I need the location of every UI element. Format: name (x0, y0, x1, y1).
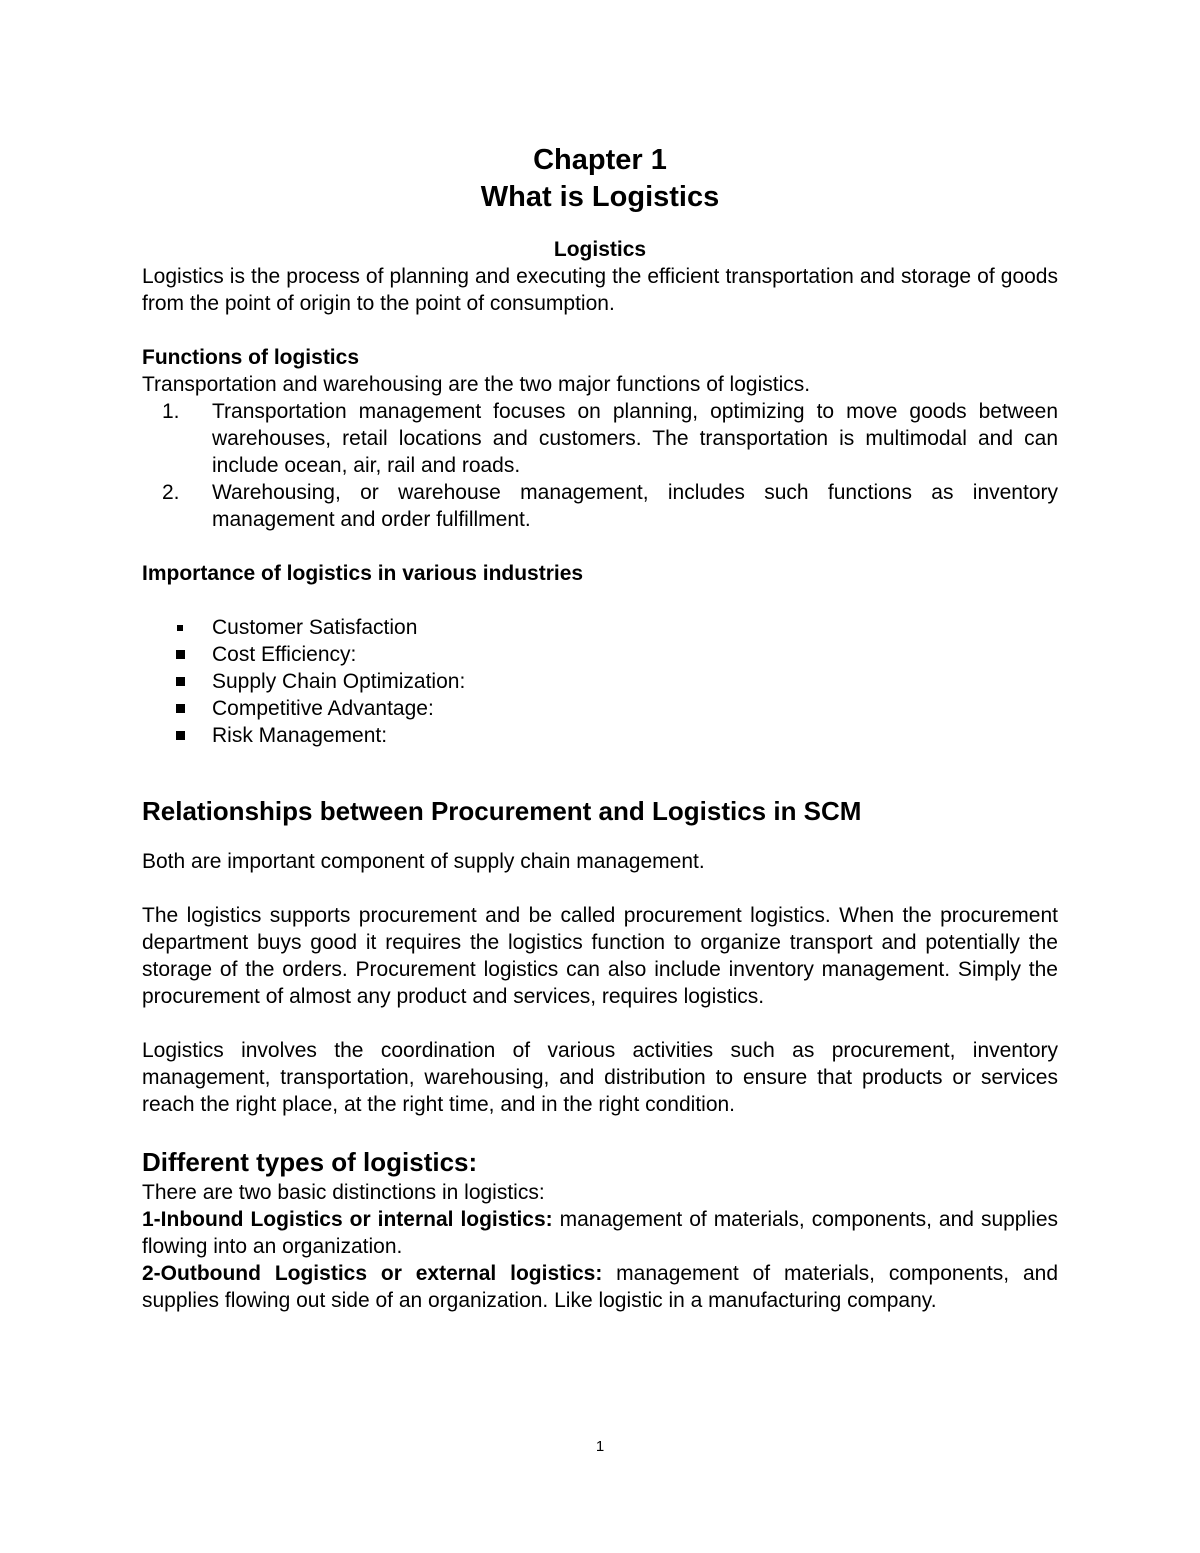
inbound-logistics-paragraph (142, 1206, 1058, 1260)
relationships-paragraph-1: Both are important component of supply chain management. (142, 850, 705, 873)
square-bullet-icon (176, 731, 185, 740)
importance-list-item (142, 668, 1058, 695)
list-item-text: Competitive Advantage: (212, 697, 434, 720)
types-heading: Different types of logistics: (142, 1147, 478, 1177)
types-intro: There are two basic distinctions in logistics: (142, 1181, 545, 1204)
spacer (142, 317, 1058, 344)
importance-heading: Importance of logistics in various industries (142, 562, 584, 585)
page-number: 1 (595, 1438, 605, 1455)
spacer (142, 587, 1058, 614)
spacer (142, 1118, 1058, 1145)
spacer (142, 533, 1058, 560)
chapter-title: What is Logistics (480, 181, 720, 213)
importance-list-item (142, 641, 1058, 668)
list-item-text: Cost Efficiency: (212, 643, 357, 666)
importance-list (142, 614, 1058, 749)
spacer (142, 216, 1058, 236)
list-item-text: Supply Chain Optimization: (212, 670, 466, 693)
inbound-label: 1-Inbound Logistics or internal logistics: (142, 1208, 553, 1231)
square-bullet-icon (177, 625, 183, 631)
functions-list-item (142, 479, 1058, 533)
inbound-text: management of materials, components, and supplies flowing into an organization. (142, 1208, 1058, 1258)
spacer (142, 828, 1058, 848)
importance-list-item (142, 722, 1058, 749)
importance-list-item (142, 614, 1058, 641)
list-item-text: Warehousing, or warehouse management, includes such functions as inventory management and order fulfillment. (212, 481, 1058, 531)
functions-heading: Functions of logistics (142, 346, 360, 369)
spacer (142, 875, 1058, 902)
functions-intro: Transportation and warehousing are the two major functions of logistics. (142, 373, 811, 396)
functions-list-item (142, 398, 1058, 479)
chapter-number: Chapter 1 (533, 144, 667, 176)
functions-list (142, 398, 1058, 533)
logistics-definition: Logistics is the process of planning and executing the efficient transportation and storage of goods from the point of origin to the point of consumption. (142, 265, 1058, 315)
relationships-heading: Relationships between Procurement and Logistics in SCM (142, 796, 862, 826)
outbound-text: management of materials, components, and supplies flowing out side of an organization. Like logistic in a manufacturing company. (142, 1262, 1058, 1312)
outbound-logistics-paragraph (142, 1260, 1058, 1314)
relationships-paragraph-2: The logistics supports procurement and be called procurement logistics. When the procurement department buys good it requires the logistics function to organize transport and potentially the storage of the orders. Procurement logistics can also include inventory management. Simply the procurement of almost any product and services, requires logistics. (142, 904, 1058, 1008)
outbound-label: 2-Outbound Logistics or external logistics: (142, 1262, 603, 1285)
list-item-text: Transportation management focuses on planning, optimizing to move goods between warehouses, retail locations and customers. The transportation is multimodal and can include ocean, air, rail and roads. (212, 400, 1058, 477)
list-number: 2. (162, 481, 180, 504)
list-item-text: Risk Management: (212, 724, 388, 747)
list-number: 1. (162, 400, 180, 423)
square-bullet-icon (176, 650, 185, 659)
importance-list-item (142, 695, 1058, 722)
list-item-text: Customer Satisfaction (212, 616, 418, 639)
page-content (142, 142, 1058, 1314)
square-bullet-icon (176, 677, 185, 686)
spacer (142, 1010, 1058, 1037)
logistics-heading: Logistics (553, 238, 647, 261)
spacer (142, 749, 1058, 794)
relationships-paragraph-3: Logistics involves the coordination of various activities such as procurement, inventory management, transportation, warehousing, and distribution to ensure that products or services reach the right place, at the right time, and in the right condition. (142, 1039, 1058, 1116)
square-bullet-icon (176, 704, 185, 713)
